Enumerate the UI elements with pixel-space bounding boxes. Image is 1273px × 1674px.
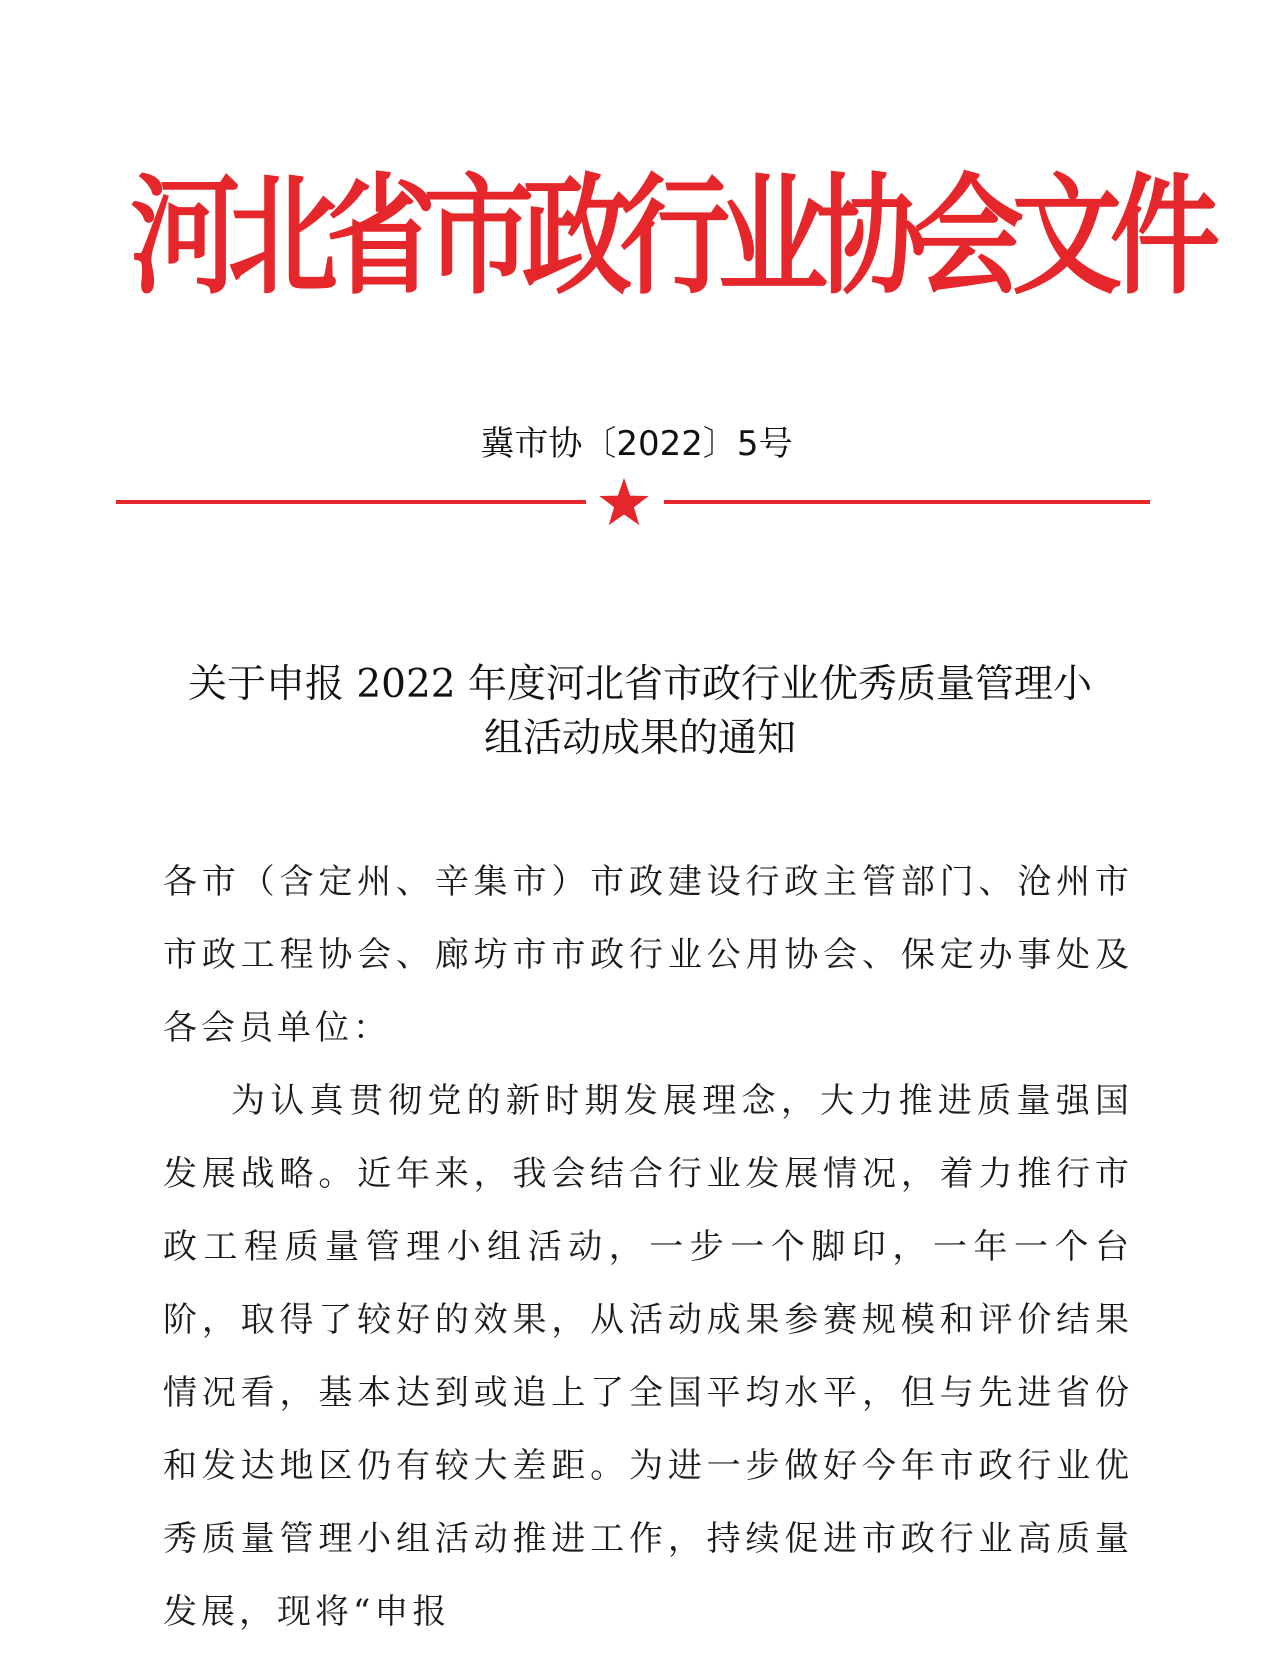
star-icon	[598, 478, 650, 528]
masthead-title: 河北省市政行业协会文件	[130, 160, 1208, 313]
document-number: 冀市协〔2022〕5号	[480, 424, 793, 464]
notice-title-line-2: 组活动成果的通知	[483, 716, 796, 761]
notice-title-line-1: 关于申报 2022 年度河北省市政行业优秀质量管理小	[187, 662, 1093, 707]
body-paragraph: 为认真贯彻党的新时期发展理念，大力推进质量强国发展战略。近年来，我会结合行业发展情况，着力推行市政工程质量管理小组活动，一步一个脚印，一年一个台阶，取得了较好的效果，从活动成果参赛规模和评价结果情况看，基本达到或追上了全国平均水平，但与先进省份和发达地区仍有较大差距。为进一步做好今年市政行业优秀质量管理小组活动推进工作，持续促进市政行业高质量发展，现将“申报	[163, 1081, 1133, 1632]
red-divider-left	[116, 500, 586, 504]
notice-body	[163, 846, 1133, 1649]
red-divider-right	[664, 500, 1150, 504]
addressee: 各市（含定州、辛集市）市政建设行政主管部门、沧州市市政工程协会、廊坊市市政行业公用协会、保定办事处及各会员单位：	[163, 862, 1133, 1048]
notice-title	[150, 658, 1130, 766]
